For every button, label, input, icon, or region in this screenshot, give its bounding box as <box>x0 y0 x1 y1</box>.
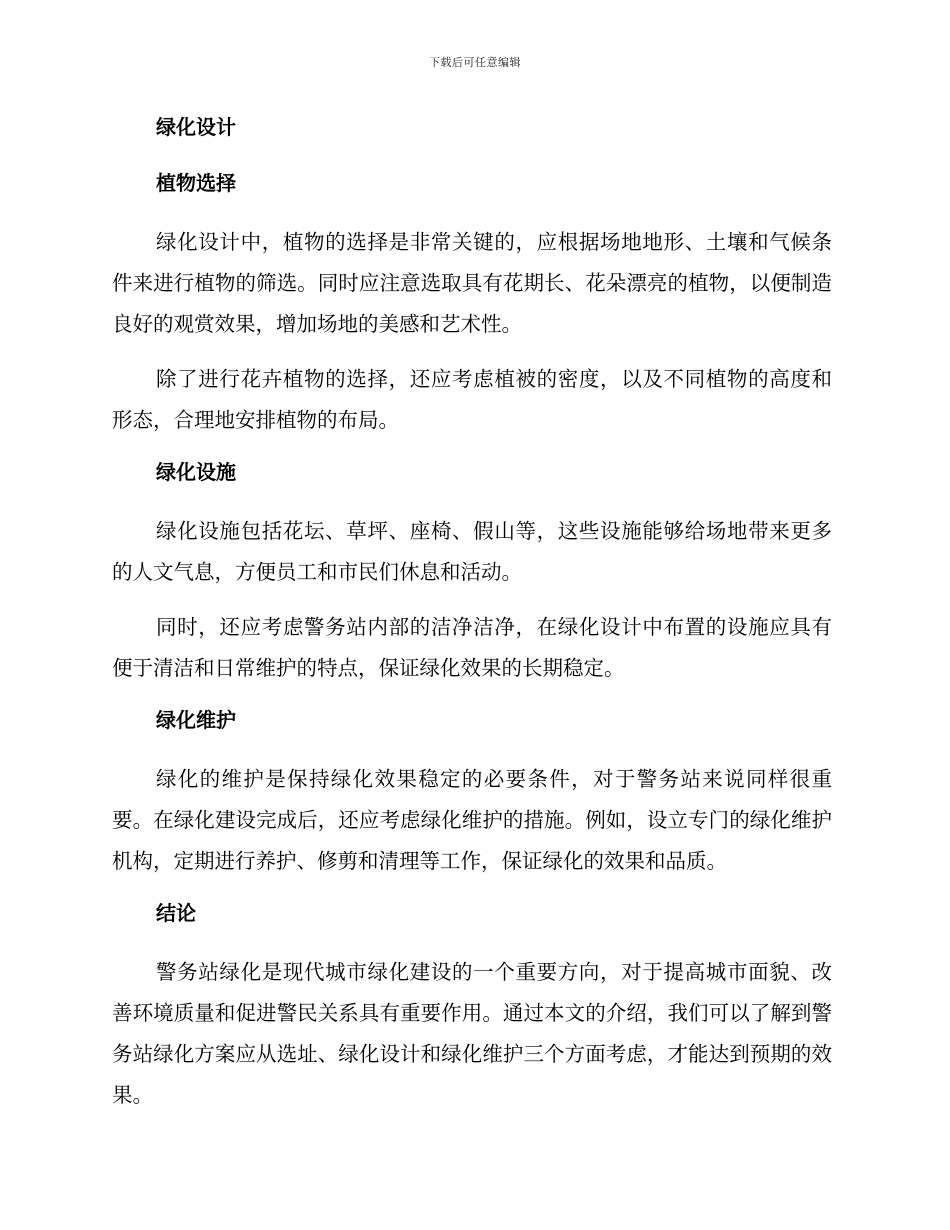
paragraph-conclusion-1: 警务站绿化是现代城市绿化建设的一个重要方向，对于提高城市面貌、改善环境质量和促进警民关系具有重要作用。通过本文的介绍，我们可以了解到警务站绿化方案应从选址、绿化设计和绿化维护三个方面考虑，才能达到预期的效果。 <box>112 960 832 1107</box>
section-heading-plant-selection: 植物选择 <box>156 171 236 195</box>
paragraph-plant-selection-2: 除了进行花卉植物的选择，还应考虑植被的密度，以及不同植物的高度和形态，合理地安排植物的布局。 <box>112 367 832 432</box>
section-heading-maintenance: 绿化维护 <box>156 708 236 732</box>
paragraph-maintenance-1: 绿化的维护是保持绿化效果稳定的必要条件，对于警务站来说同样很重要。在绿化建设完成后，还应考虑绿化维护的措施。例如，设立专门的绿化维护机构，定期进行养护、修剪和清理等工作，保证绿化的效果和品质。 <box>112 767 832 873</box>
section-heading-facilities: 绿化设施 <box>156 460 236 484</box>
section-heading-conclusion: 结论 <box>156 901 196 925</box>
paragraph-facilities-1: 绿化设施包括花坛、草坪、座椅、假山等，这些设施能够给场地带来更多的人文气息，方便员工和市民们休息和活动。 <box>112 519 832 584</box>
paragraph-plant-selection-1: 绿化设计中，植物的选择是非常关键的，应根据场地地形、土壤和气候条件来进行植物的筛选。同时应注意选取具有花期长、花朵漂亮的植物，以便制造良好的观赏效果，增加场地的美感和艺术性。 <box>112 230 832 336</box>
document-body <box>112 110 832 1116</box>
section-heading-greening-design: 绿化设计 <box>156 115 236 139</box>
paragraph-facilities-2: 同时，还应考虑警务站内部的洁净洁净，在绿化设计中布置的设施应具有便于清洁和日常维护的特点，保证绿化效果的长期稳定。 <box>112 615 832 680</box>
page-header-note: 下载后可任意编辑 <box>429 56 521 69</box>
